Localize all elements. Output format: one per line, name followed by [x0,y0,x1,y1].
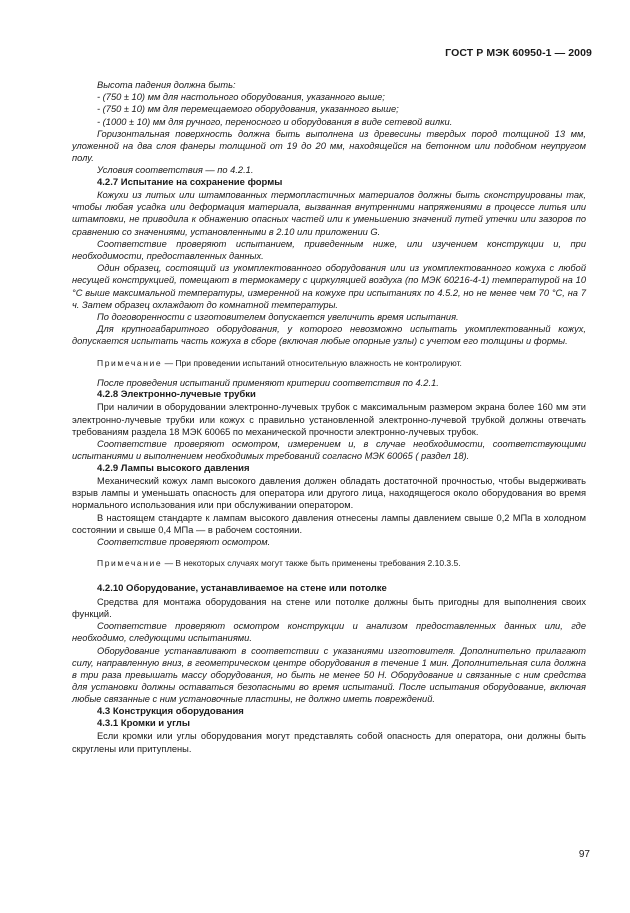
section-heading: 4.3.1 Кромки и углы [97,717,190,729]
paragraph: - (750 ± 10) мм для перемещаемого оборудования, указанного выше; [97,104,399,115]
paragraph: - (1000 ± 10) мм для ручного, переносного и оборудования в виде сетевой вилки. [97,116,453,127]
document-header: ГОСТ Р МЭК 60950-1 — 2009 [445,47,592,59]
note-text: — При проведении испытаний относительную влажность не контролируют. [162,357,462,368]
note-paragraph [72,557,586,569]
page-number: 97 [578,849,590,860]
section-heading: 4.3 Конструкция оборудования [97,705,244,717]
note-text: — В некоторых случаях могут также быть применены требования 2.10.3.5. [162,558,461,569]
note-label: Примечание [97,357,163,368]
paragraph: Высота падения должна быть: [97,80,236,90]
note-paragraph [72,357,586,369]
paragraph: Средства для монтажа оборудования на стене или потолке должны быть пригодны для выполнения своих функций. [72,596,586,619]
paragraph: - (750 ± 10) мм для настольного оборудования, указанного выше; [97,92,385,103]
paragraph: При наличии в оборудовании электронно-лучевых трубок с максимальным размером экрана более 160 мм эти электронно-лучевые трубки или кожух с правильно установленной электронно-лучевой трубкой должны отвечать требованиям раздела 18 МЭК 60065 по механической прочности электронно-лучевых трубок. [72,402,586,437]
paragraph: Соответствие проверяют осмотром конструкции и анализом предоставленных данных или, где необходимо, следующими испытаниями. [72,621,586,644]
note-label: Примечание [97,558,163,569]
section-heading: 4.2.9 Лампы высокого давления [97,462,250,474]
paragraph: Механический кожух ламп высокого давления должен обладать достаточной прочностью, чтобы выдерживать взрыв лампы и уменьшать опасность для оператора или другого лица, находящегося около оборудования во время нормального использования или при обслуживании оператором. [72,475,586,511]
section-heading: 4.2.10 Оборудование, устанавливаемое на стене или потолке [97,583,387,595]
paragraph: В настоящем стандарте к лампам высокого давления отнесены лампы давлением свыше 0,2 МПа в холодном состоянии и свыше 0,4 МПа — в рабочем состоянии. [72,512,586,535]
paragraph: Горизонтальная поверхность должна быть выполнена из древесины твердых пород толщиной 13 мм, уложенной на два слоя фанеры толщиной от 19 до 20 мм, находящейся на бетонном или подобном неупругом полу. [72,128,586,164]
paragraph: Кожухи из литых или штампованных термопластичных материалов должны быть сконструированы так, чтобы любая усадка или деформация материала, вызванная внутренними напряжениями в процессе литья или штамповки, не приводила к обнажению опасных частей или к уменьшению значений путей утечки или зазоров по сравнению со значениями, установленными в 2.10 или приложении G. [72,190,586,237]
paragraph: Если кромки или углы оборудования могут представлять собой опасность для оператора, они должны быть скруглены или притуплены. [72,731,586,754]
paragraph: Соответствие проверяют испытанием, приведенным ниже, или изучением конструкции и, при необходимости, предоставленных данных. [72,238,586,262]
paragraph: Для крупногабаритного оборудования, у которого невозможно испытать укомплектованный кожух, допускается испытать часть кожуха в сборе (включая любые опорные узлы) с учетом его толщины и формы. [72,324,586,347]
section-heading: 4.2.7 Испытание на сохранение формы [97,176,283,188]
paragraph: Условия соответствия — по 4.2.1. [97,165,254,176]
page-body [72,79,586,755]
paragraph: Оборудование устанавливают в соответствии с указаниями изготовителя. Дополнительно прилагают силу, направленную вниз, в геометрическом центре оборудования в течение 1 мин. Дополнительная сила должна в три раза превышать массу оборудования, но быть не менее 50 Н. Оборудование и связанные с ним средства для установки должны оставаться безопасными во время испытаний. После испытания оборудование, включая любые связанные с ним установочные пластины, не должно иметь повреждений. [72,645,586,705]
paragraph: Соответствие проверяют осмотром. [97,536,271,547]
paragraph: После проведения испытаний применяют критерии соответствия по 4.2.1. [97,377,439,388]
paragraph: Соответствие проверяют осмотром, измерением и, в случае необходимости, соответствующими испытаниями и выполнением необходимых требований согласно МЭК 60065 ( раздел 18). [72,439,586,462]
paragraph: По договоренности с изготовителем допускается увеличить время испытания. [97,312,459,323]
section-heading: 4.2.8 Электронно-лучевые трубки [97,389,256,401]
paragraph: Один образец, состоящий из укомплектованного оборудования или из укомплектованного кожуха с любой несущей конструкцией, помещают в термокамеру с циркуляцией воздуха (по МЭК 60216-4-1) температурой на 10 °С выше максимальной температуры, измеренной на кожухе при испытаниях по 4.5.2, но не менее чем 70 °С, на 7 ч. Затем образец охлаждают до комнатной температуры. [72,263,586,310]
